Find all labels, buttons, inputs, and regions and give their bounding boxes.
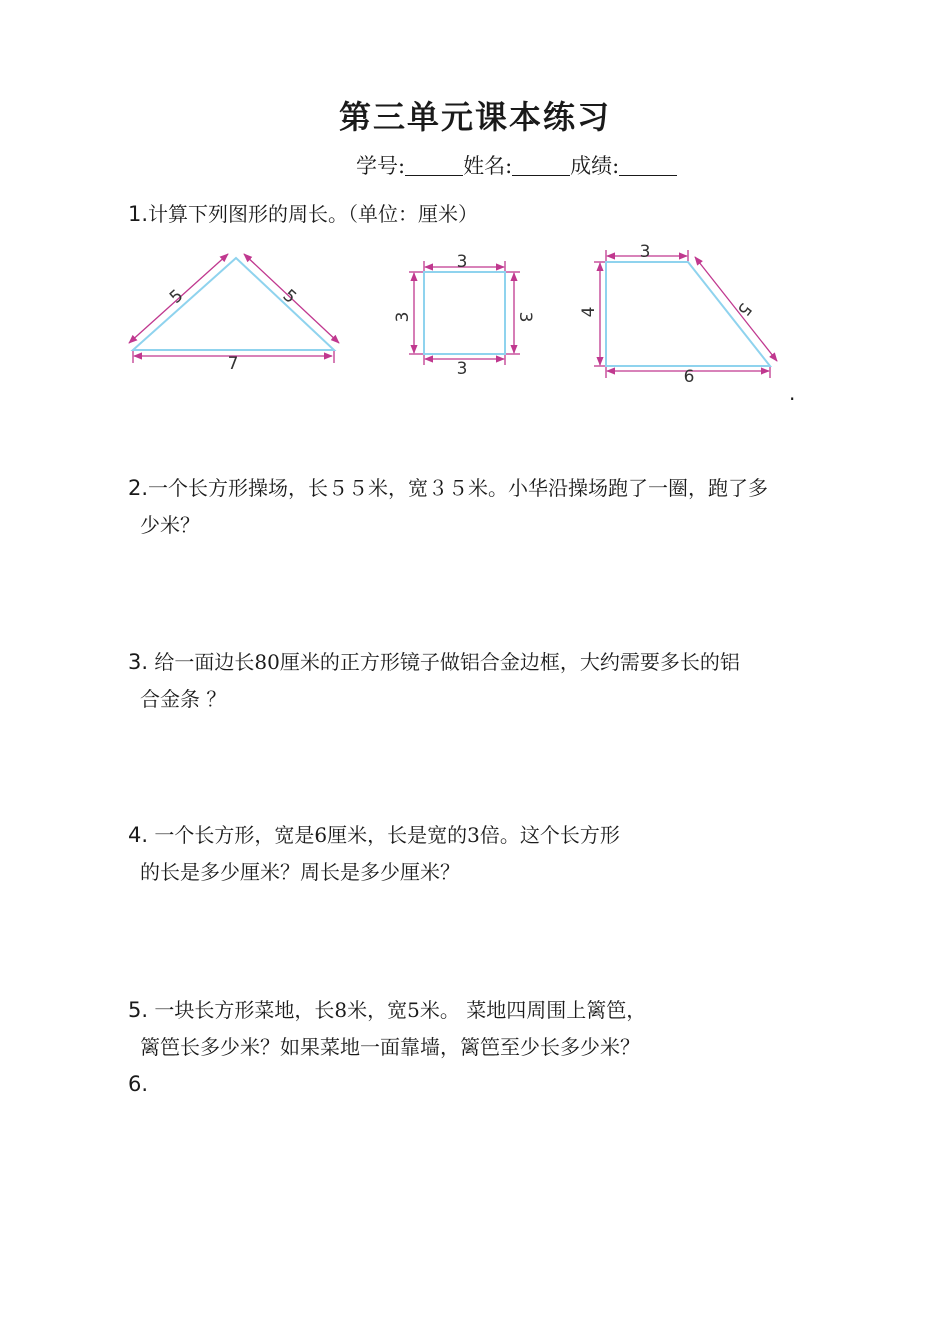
question-text-continued: 合金条 ？ [140, 687, 227, 711]
score-label: 成绩: [570, 154, 620, 178]
question-number: 4. [128, 823, 149, 847]
question-text-continued: 的长是多少厘米？周长是多少厘米？ [140, 860, 460, 884]
question-text: 一个长方形操场，长５５米，宽３５米。小华沿操场跑了一圈，跑了多 [148, 476, 769, 500]
student-no-blank [405, 153, 463, 176]
name-blank [512, 153, 570, 176]
trapezoid-top-label: 3 [639, 242, 651, 262]
question-number: 5. [128, 998, 149, 1022]
triangle-bottom-label: 7 [227, 354, 239, 374]
page-title: 第三单元课本练习 [338, 98, 611, 136]
triangle-left-label: 5 [165, 285, 188, 308]
square-top-label: 3 [456, 252, 468, 272]
triangle-right-label: 5 [278, 285, 301, 308]
square-figure [393, 252, 535, 379]
question-4 [128, 817, 620, 891]
stray-mark: . [789, 381, 796, 405]
square-right-label: 3 [515, 311, 535, 323]
question-text: 一块长方形菜地，长8米，宽5米。 菜地四周围上篱笆， [148, 998, 647, 1022]
question-number: 1. [128, 202, 149, 226]
trapezoid-left-label: 4 [579, 306, 599, 318]
square-bottom-label: 3 [456, 359, 468, 379]
question-number: 3. [128, 650, 149, 674]
trapezoid-slant-label: 5 [732, 298, 756, 320]
student-no-label: 学号: [356, 154, 406, 178]
student-info-line [356, 150, 677, 180]
question-2 [128, 470, 768, 544]
question-3 [128, 644, 740, 718]
question-5 [128, 992, 646, 1066]
question-number: 6. [128, 1072, 149, 1096]
question-text: 一个长方形，宽是6厘米，长是宽的3倍。这个长方形 [148, 823, 620, 847]
square-shape [424, 272, 505, 354]
question-text: 给一面边长80厘米的正方形镜子做铝合金边框，大约需要多长的铝 [148, 650, 740, 674]
question-number: 2. [128, 476, 149, 500]
square-left-label: 3 [393, 311, 413, 323]
name-label: 姓名: [463, 154, 513, 178]
geometry-figures [0, 230, 950, 430]
question-text: 计算下列图形的周长。（单位：厘米） [148, 202, 479, 226]
triangle-figure [129, 254, 339, 374]
question-text-continued: 篱笆长多少米？如果菜地一面靠墙，篱笆至少长多少米？ [140, 1035, 640, 1059]
question-text-continued: 少米？ [140, 513, 200, 537]
question-6 [128, 1066, 148, 1103]
question-1 [128, 196, 478, 233]
trapezoid-figure [579, 242, 777, 387]
score-blank [619, 153, 677, 176]
trapezoid-bottom-label: 6 [683, 367, 695, 387]
triangle-shape [133, 258, 334, 350]
